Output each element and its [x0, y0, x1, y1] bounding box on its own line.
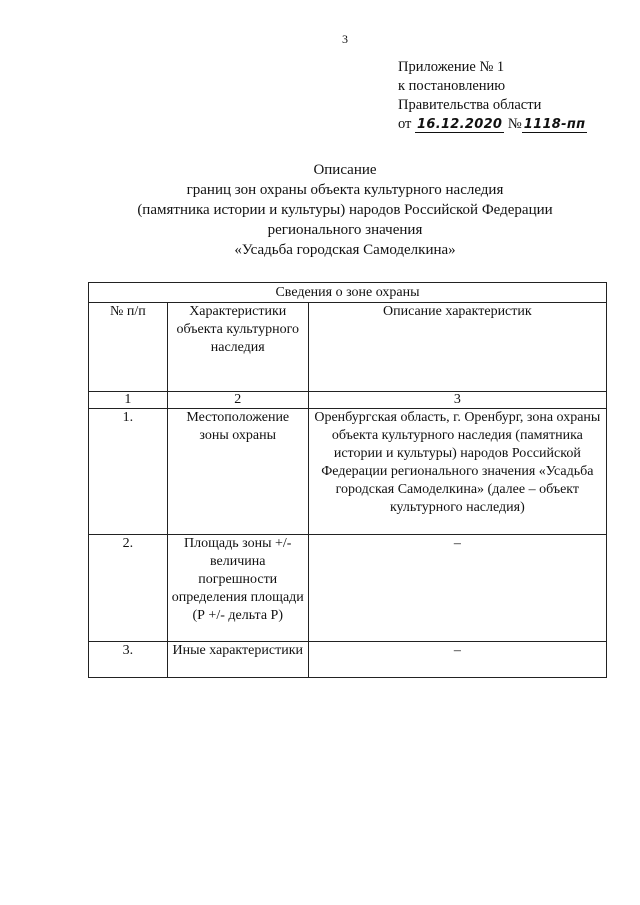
- row-characteristic: Иные характеристики: [167, 642, 308, 678]
- page-number: 3: [342, 32, 348, 46]
- table-caption: Сведения о зоне охраны: [89, 283, 607, 303]
- appendix-government: Правительства области: [398, 97, 542, 113]
- appendix-date-line: [398, 115, 587, 134]
- row-number: 1.: [89, 409, 168, 535]
- table-row: [89, 409, 607, 535]
- appendix-title: Приложение № 1: [398, 59, 505, 75]
- table-row: [89, 535, 607, 642]
- column-number-2: 2: [167, 392, 308, 409]
- title-line-2: границ зон охраны объекта культурного наследия: [186, 182, 504, 198]
- date-prefix: от: [398, 116, 412, 132]
- row-number: 2.: [89, 535, 168, 642]
- column-number-3: 3: [308, 392, 606, 409]
- number-field: [522, 117, 588, 133]
- title-line-5: «Усадьба городская Самоделкина»: [234, 242, 456, 258]
- document-title: [95, 160, 595, 260]
- title-line-4: регионального значения: [267, 222, 423, 238]
- date-value: 16.12.2020: [417, 117, 503, 132]
- title-line-3: (памятника истории и культуры) народов Российской Федерации: [137, 202, 553, 218]
- row-description: –: [308, 642, 606, 678]
- appendix-resolution: к постановлению: [398, 78, 506, 94]
- row-description: –: [308, 535, 606, 642]
- header-number: № п/п: [89, 303, 168, 392]
- number-prefix: №: [507, 116, 522, 132]
- title-line-1: Описание: [313, 162, 377, 178]
- header-description: Описание характеристик: [308, 303, 606, 392]
- protection-zone-table: [88, 282, 607, 678]
- row-number: 3.: [89, 642, 168, 678]
- date-field: [415, 117, 504, 133]
- row-description: Оренбургская область, г. Оренбург, зона охраны объекта культурного наследия (памятника истории и культуры) народов Российской Федерации регионального значения «Усадьба городская Самоделкина» (далее – объект культурного наследия): [308, 409, 606, 535]
- header-characteristic: Характеристики объекта культурного наследия: [167, 303, 308, 392]
- number-value: 1118-пп: [523, 117, 586, 132]
- row-characteristic: Площадь зоны +/- величина погрешности определения площади (Р +/- дельта Р): [167, 535, 308, 642]
- appendix-block: [398, 58, 587, 134]
- column-number-1: 1: [89, 392, 168, 409]
- table-row: [89, 642, 607, 678]
- row-characteristic: Местоположение зоны охраны: [167, 409, 308, 535]
